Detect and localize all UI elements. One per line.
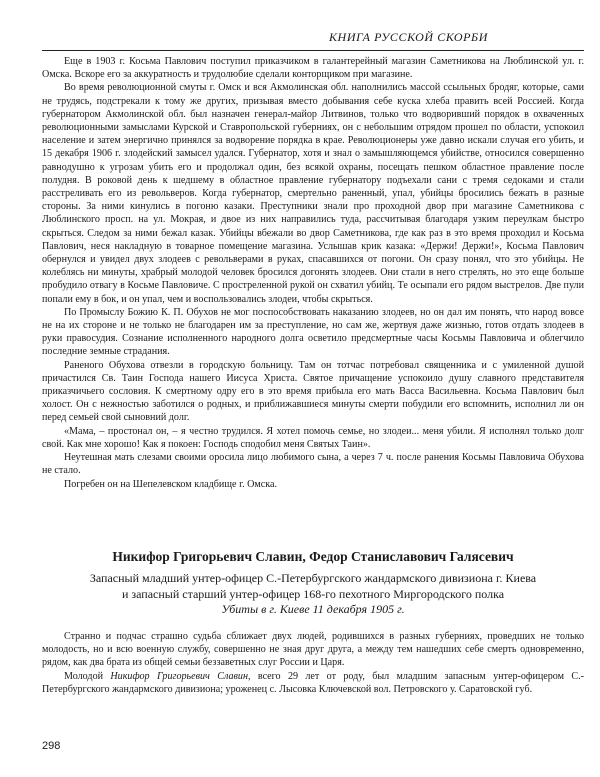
header-rule bbox=[42, 50, 584, 51]
paragraph: «Мама, – простонал он, – я честно трудился. Я хотел помочь семье, но злодеи... меня убили. Я исполнял только долг свой. Как мне хорошо! Как я покоен: Господь сподобил меня Святых Таин». bbox=[42, 425, 584, 450]
paragraph: Еще в 1903 г. Косьма Павлович поступил приказчиком в галантерейный магазин Саметникова на Люблинской ул. г. Омска. Вскоре его за аккуратность и трудолюбие сделали конторщиком при магазине. bbox=[42, 56, 584, 81]
paragraph: Во время революционной смуты г. Омск и вся Акмолинская обл. наполнились массой ссыльных бродяг, которые, сами не трудясь, подстрекали к тому же других, призывая вместо добывания себе куска хлеба править всей Россией. Когда губернатором Акмолинской обл. был назначен генерал-майор Литвинов, только что водворивший порядок в охваченных революционными замыслами Курской и Ставропольской губерниях, он с небольшим отрядом прошел по области, успокоил население и затем энергично принялся за водворение порядка в крае. Революционеры уже давно искали случая его убить, и 15 декабря 1906 г. злодейский замысел удался. Губернатор, хотя и знал о замышляющемся убийстве, относился совершенно равнодушно к угрозам убить его и продолжал один, без всякой охраны, посещать пешком областное правление после полудня. В роковой день к шедшему в областное правление губернатору подъехали сани с тремя седоками и стали расстреливать его из револьверов. Когда губернатор, смертельно раненный, упал, убийцы бросились бежать в разные стороны. За ними кинулись в погоню казаки. Преступники знали про проходной двор при магазине Саметникова с Люблинского просп. на ул. Мокрая, и двое из них направились туда, рассчитывая благодаря узким переулкам быстро скрыться. Следом за ними бежал казак. Убийцы вбежали во двор Саметникова, где как раз в это время проходил и Косьма Павлович, неся накладную в товарное помещение магазина. Услышав крик казака: «Держи! Держи!», Косьма Павлович обернулся и увидел двух злодеев с револьверами в руках, спасавшихся от погони. Он сразу понял, что это убийцы. Не колеблясь ни минуты, храбрый молодой человек бросился догонять злодеев. Они стали в него стрелять, но это еще больше пробудило отвагу в Косьме Павловиче. С простреленной рукой он схватил убийц. Те осыпали его рядом выстрелов. Две пули попали ему в бок, и он упал, чем и воспользовались злодеи, чтобы скрыться. bbox=[42, 82, 584, 305]
paragraph-prefix: Молодой bbox=[64, 670, 111, 682]
section-subtitle-line2: и запасный старший унтер-офицер 168-го пехотного Миргородского полка bbox=[121, 586, 505, 601]
paragraph-rest: всего 29 лет от роду, был младшим запасным унтер-офицером С.-Петербургского жандармского дивизиона; уроженец с. Лысовка Ключевской вол. Петровского у. Саратовской губ. bbox=[42, 670, 584, 695]
paragraph: Раненого Обухова отвезли в городскую больницу. Там он тотчас потребовал священника и с умиленной душой причастился Св. Таин Господа нашего Иисуса Христа. Святое причащение успокоило душу славного представителя приказчичьего сословия. К смертному одру его в это время прибыла его мать Васса Васильевна. Косьма Павлович был холост. Он с нежностью заботился о родных, и приближавшиеся минуты смерти побудили его вспомнить, исполнил ли он перед семьей свой сыновний долг. bbox=[42, 359, 584, 424]
running-header: КНИГА РУССКОЙ СКОРБИ bbox=[328, 30, 488, 44]
paragraph: Неутешная мать слезами своими оросила лицо любимого сына, а через 7 ч. после ранения Косьмы Павловича Обухова не стало. bbox=[42, 452, 584, 477]
main-text bbox=[42, 55, 584, 491]
paragraph bbox=[42, 670, 584, 696]
person-name: Никифор Григорьевич Славин, bbox=[110, 670, 251, 682]
paragraph: По Промыслу Божию К. П. Обухов не мог поспособствовать наказанию злодеев, но он дал им понять, что народ вовсе не на их стороне и не только не благодарен им за преступление, но сам же, жертвуя даже жизнью, готов отдать злодеев в руки правосудия. Сознание исполненного народного долга осветило предсмертные часы Косьмы Павловича и облегчило последние земные страдания. bbox=[42, 306, 584, 358]
section-subtitle-line1: Запасный младший унтер-офицер С.-Петербургского жандармского дивизиона г. Киева bbox=[89, 571, 537, 585]
paragraph: Погребен он на Шепелевском кладбище г. Омска. bbox=[64, 478, 278, 490]
section-text bbox=[42, 630, 584, 696]
paragraph: Странно и подчас страшно судьба сближает двух людей, родившихся в разных губерниях, проведших не только молодость, но и всю военную службу, совершенно не зная друг друга, а между тем нашедших себе смерть одновременно, рядом, как два брата из общей семьи беззаветных слуг России и Царя. bbox=[42, 631, 584, 669]
section-heading-block bbox=[42, 548, 584, 618]
page-number: 298 bbox=[42, 740, 61, 752]
section-title: Никифор Григорьевич Славин, Федор Станиславович Галясевич bbox=[112, 549, 514, 564]
section-date-line: Убиты в г. Киеве 11 декабря 1905 г. bbox=[221, 602, 405, 616]
